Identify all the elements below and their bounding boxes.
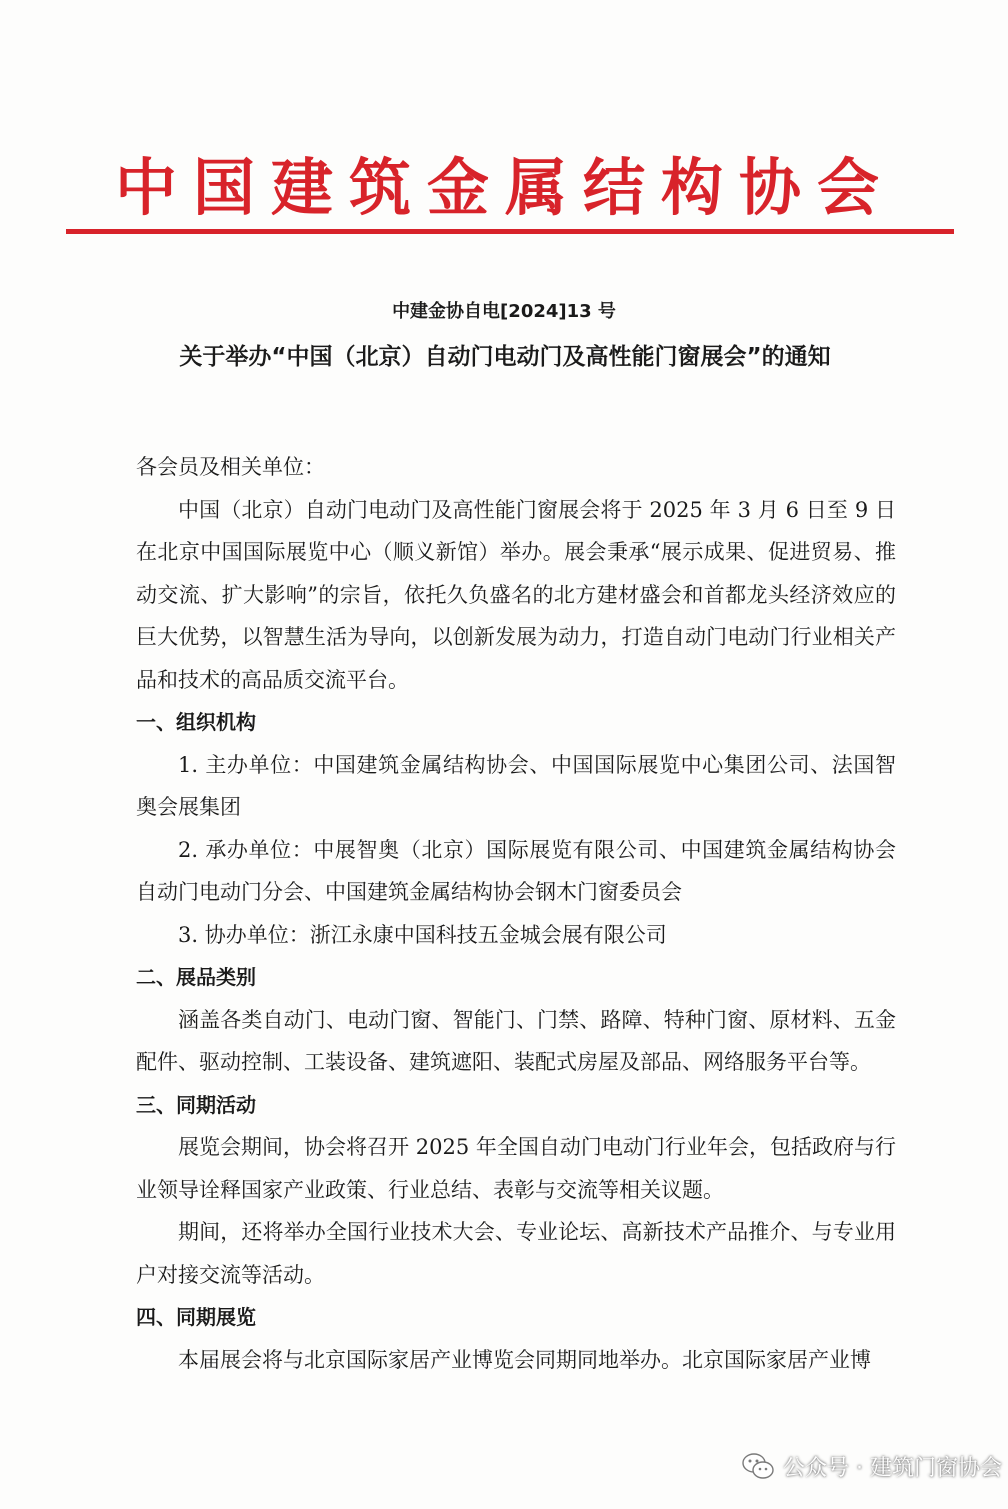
document-body (136, 446, 896, 1381)
intro-paragraph: 中国（北京）自动门电动门及高性能门窗展会将于 2025 年 3 月 6 日至 9 日在北京中国国际展览中心（顺义新馆）举办。展会秉承“展示成果、促进贸易、推动交流、扩大影响”的宗旨，依托久负盛名的北方建材盛会和首都龙头经济效应的巨大优势，以智慧生活为导向，以创新发展为动力，打造自动门电动门行业相关产品和技术的高品质交流平台。 (136, 497, 896, 692)
exhibits-paragraph: 涵盖各类自动门、电动门窗、智能门、门禁、路障、特种门窗、原材料、五金配件、驱动控制、工装设备、建筑遮阳、装配式房屋及部品、网络服务平台等。 (136, 1007, 896, 1074)
document-number: 中建金协自电[2024]13 号 (392, 301, 616, 322)
org-letterhead-title: 中国建筑金属结构协会 (114, 151, 895, 224)
co-organizer-paragraph: 2. 承办单位：中展智奥（北京）国际展览有限公司、中国建筑金属结构协会自动门电动门分会、中国建筑金属结构协会钢木门窗委员会 (136, 837, 896, 904)
section-heading-exhibits: 二、展品类别 (136, 965, 256, 989)
section-heading-concurrent-exhibitions: 四、同期展览 (136, 1305, 256, 1329)
document-title: 关于举办“中国（北京）自动门电动门及高性能门窗展会”的通知 (179, 344, 831, 370)
wechat-watermark (741, 1446, 1002, 1486)
watermark-text: 公众号 · 建筑门窗协会 (783, 1455, 1002, 1481)
letterhead-red-rule (66, 229, 954, 234)
supporter-paragraph: 3. 协办单位：浙江永康中国科技五金城会展有限公司 (178, 922, 667, 947)
wechat-icon (741, 1451, 775, 1481)
events-paragraph-1: 展览会期间，协会将召开 2025 年全国自动门电动门行业年会，包括政府与行业领导诠释国家产业政策、行业总结、表彰与交流等相关议题。 (136, 1135, 896, 1202)
salutation: 各会员及相关单位： (136, 455, 325, 479)
concurrent-exhibitions-paragraph: 本届展会将与北京国际家居产业博览会同期同地举办。北京国际家居产业博 (178, 1347, 871, 1372)
organizer-paragraph: 1. 主办单位：中国建筑金属结构协会、中国国际展览中心集团公司、法国智奥会展集团 (136, 752, 896, 819)
section-heading-organization: 一、组织机构 (136, 710, 256, 734)
section-heading-events: 三、同期活动 (136, 1092, 256, 1117)
events-paragraph-2: 期间，还将举办全国行业技术大会、专业论坛、高新技术产品推介、与专业用户对接交流等活动。 (136, 1220, 896, 1287)
